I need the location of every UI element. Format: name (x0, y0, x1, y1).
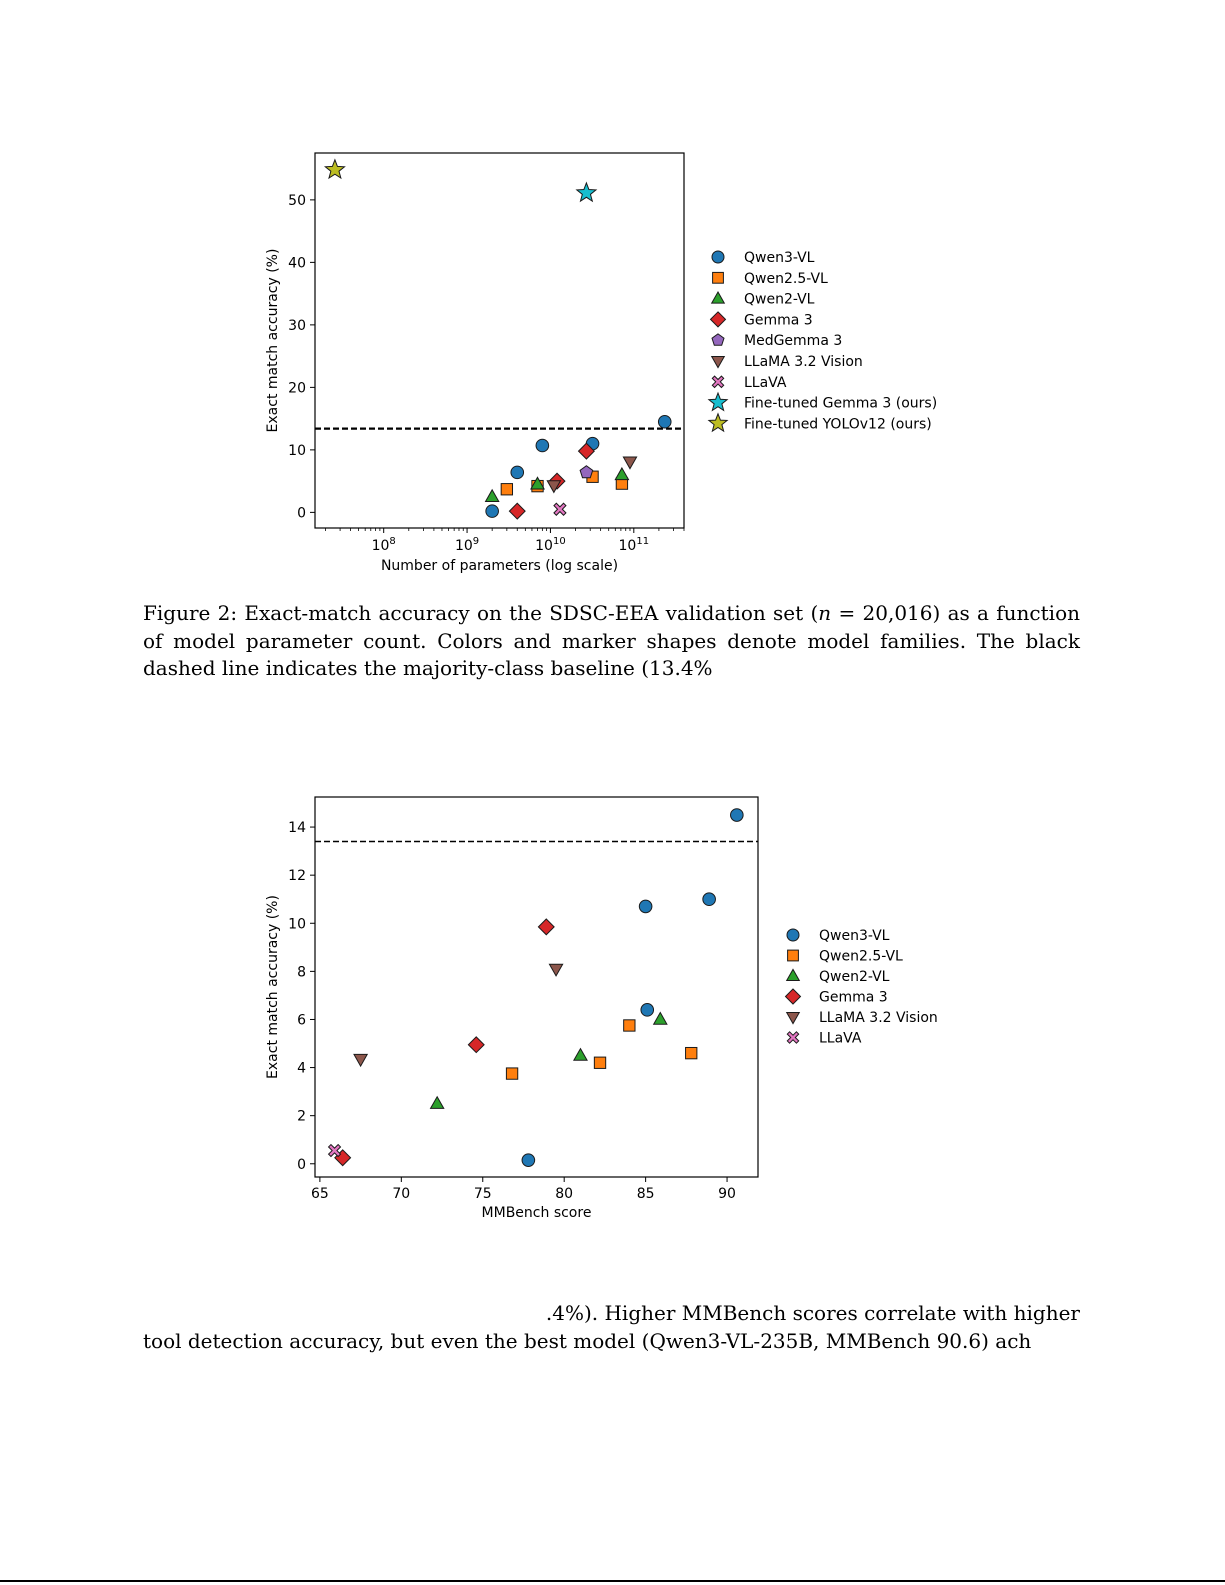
legend-entry-qwen2-vl (787, 969, 890, 985)
y-tick-label: 10 (288, 442, 306, 459)
x-tick-label: 65 (310, 1186, 329, 1202)
y-tick-label: 12 (288, 868, 306, 885)
legend-label: Qwen3-VL (819, 928, 890, 944)
data-point-qwen2-5-vl (506, 1068, 517, 1079)
legend-entry-fine-tuned-gemma-3-ours (709, 393, 937, 412)
series-qwen3-vl (486, 415, 671, 517)
legend-marker (711, 312, 726, 327)
legend-marker (787, 929, 799, 941)
legend-label: LLaVA (819, 1030, 862, 1047)
mmbench-chart (0, 780, 1225, 1240)
x-tick-label (455, 536, 479, 554)
legend-label: LLaMA 3.2 Vision (819, 1010, 938, 1026)
params-chart (0, 0, 1225, 590)
y-tick-label: 10 (288, 916, 306, 933)
data-point-fine-tuned-gemma-3-ours (577, 183, 596, 201)
data-point-qwen2-vl (574, 1049, 587, 1061)
data-point-fine-tuned-yolov12-ours (325, 160, 344, 178)
x-tick-base: 10 (535, 538, 553, 554)
data-point-qwen2-vl (615, 468, 628, 480)
legend-entry-llama-3-2-vision (787, 1010, 938, 1026)
figure-2-caption (143, 600, 1080, 683)
data-point-qwen3-vl (731, 809, 744, 822)
legend-marker (712, 292, 725, 303)
y-tick-label: 6 (297, 1012, 306, 1029)
x-tick-label: 85 (636, 1186, 655, 1202)
paragraph-line-2: tool detection accuracy, but even the best model (Qwen3-VL-235B, MMBench 90.6) ach (143, 1328, 1032, 1353)
y-tick-label: 2 (297, 1108, 306, 1125)
y-tick-label: 0 (297, 1156, 306, 1173)
x-tick-label (535, 536, 566, 554)
legend-label: Qwen2-VL (744, 291, 815, 308)
data-point-qwen2-vl (654, 1013, 667, 1025)
x-tick-exponent: 9 (472, 536, 480, 547)
data-point-gemma-3 (468, 1037, 484, 1053)
y-tick-label: 20 (288, 380, 306, 397)
data-point-llama-3-2-vision (549, 964, 562, 976)
series-qwen2-5-vl (506, 1020, 696, 1079)
legend-label: LLaMA 3.2 Vision (744, 354, 863, 370)
data-point-qwen2-vl (486, 490, 499, 502)
data-point-qwen3-vl (639, 900, 652, 913)
x-axis-label: MMBench score (481, 1205, 592, 1221)
legend-marker (713, 272, 724, 283)
x-axis-label: Number of parameters (log scale) (380, 558, 619, 574)
series-llava (329, 1145, 341, 1157)
legend-entry-qwen2-vl (712, 292, 815, 308)
data-point-qwen3-vl (641, 1004, 654, 1017)
x-tick-exponent: 11 (636, 536, 650, 547)
y-tick-label: 40 (288, 255, 306, 272)
y-tick-label: 30 (288, 317, 306, 334)
legend-entry-medgemma-3 (712, 333, 842, 349)
x-tick-label: 90 (718, 1186, 736, 1202)
legend-entry-fine-tuned-yolov12-ours (709, 414, 932, 433)
series-fine-tuned-yolov12-ours (325, 160, 344, 178)
data-point-llama-3-2-vision (623, 457, 636, 469)
caption-n-variable: n (818, 601, 832, 625)
legend-marker (788, 950, 799, 961)
data-point-qwen2-5-vl (624, 1020, 635, 1031)
legend-entry-llama-3-2-vision (712, 354, 863, 370)
data-point-qwen3-vl (511, 466, 524, 479)
data-point-qwen3-vl (522, 1154, 535, 1167)
data-point-qwen2-5-vl (594, 1057, 605, 1068)
legend-label: Fine-tuned YOLOv12 (ours) (744, 416, 932, 433)
x-tick-label (619, 536, 650, 554)
x-tick-exponent: 8 (389, 536, 396, 547)
data-point-qwen3-vl (536, 439, 549, 452)
data-point-qwen3-vl (703, 893, 716, 906)
legend-label: Qwen3-VL (744, 250, 815, 266)
data-point-qwen3-vl (658, 415, 671, 428)
series-qwen3-vl (522, 809, 743, 1167)
data-point-qwen3-vl (486, 505, 499, 518)
data-point-qwen2-5-vl (501, 484, 512, 495)
legend-label: LLaVA (744, 374, 787, 391)
legend-marker (709, 393, 727, 410)
legend-entry-qwen2-5-vl (788, 949, 903, 965)
data-point-llama-3-2-vision (354, 1054, 367, 1066)
y-tick-label: 50 (288, 192, 306, 209)
data-point-gemma-3 (538, 919, 554, 935)
x-tick-base: 10 (618, 538, 637, 554)
x-tick-label: 80 (555, 1186, 574, 1202)
legend-entry-qwen2-5-vl (713, 271, 828, 287)
x-tick-label: 70 (392, 1186, 411, 1202)
x-tick-label (372, 536, 396, 554)
legend-entry-llava (712, 375, 787, 391)
legend-entry-gemma-3 (786, 989, 888, 1006)
legend-label: Qwen2-VL (819, 969, 890, 985)
y-tick-label: 8 (297, 964, 306, 981)
caption-text: Figure 2: Exact-match accuracy on the SDSC-EEA validation set ( (143, 601, 819, 625)
y-axis-label: Exact match accuracy (%) (265, 248, 281, 433)
legend-label: Qwen2.5-VL (819, 948, 903, 965)
series-llava (554, 503, 566, 515)
paragraph-line-1: .4%). Higher MMBench scores correlate with higher (545, 1301, 1080, 1325)
axes-frame (315, 797, 758, 1177)
legend-marker (787, 1032, 798, 1043)
legend-marker (787, 1013, 800, 1024)
legend-entry-qwen3-vl (787, 928, 890, 944)
data-point-medgemma-3 (580, 466, 593, 478)
series-medgemma-3 (580, 466, 593, 478)
x-tick-label: 75 (473, 1186, 492, 1202)
body-paragraph (143, 1300, 1080, 1355)
legend-label: Fine-tuned Gemma 3 (ours) (744, 395, 938, 412)
series-gemma-3 (335, 919, 554, 1166)
legend-label: MedGemma 3 (744, 333, 843, 350)
legend-marker (712, 376, 723, 387)
data-point-llava (554, 503, 566, 515)
data-point-qwen2-5-vl (686, 1047, 697, 1058)
legend-marker (787, 969, 800, 980)
legend-label: Qwen2.5-VL (744, 270, 828, 287)
legend-entry-gemma-3 (711, 312, 813, 329)
legend-entry-qwen3-vl (712, 250, 815, 266)
y-tick-label: 14 (288, 820, 306, 837)
data-point-gemma-3 (509, 503, 525, 519)
caption-text-2: = 20,016) as a function of model parameter count. Colors and marker shapes denote model families. The black dashed line indicates the majority-class baseline (13.4% (143, 601, 1080, 680)
series-llama-3-2-vision (354, 964, 563, 1066)
legend-marker (712, 251, 724, 263)
y-axis-label: Exact match accuracy (%) (265, 895, 281, 1079)
legend-entry-llava (787, 1031, 862, 1047)
y-tick-label: 0 (297, 505, 306, 522)
axes-frame (315, 153, 684, 528)
series-fine-tuned-gemma-3-ours (577, 183, 596, 201)
y-tick-label: 4 (297, 1060, 306, 1077)
x-tick-exponent: 10 (552, 536, 566, 547)
x-tick-base: 10 (454, 538, 473, 554)
data-point-llava (329, 1145, 341, 1157)
legend-marker (709, 414, 727, 431)
page-bottom-rule (0, 1580, 1225, 1582)
data-point-qwen2-vl (431, 1097, 444, 1109)
legend-label: Gemma 3 (819, 989, 888, 1006)
x-tick-base: 10 (371, 538, 390, 554)
legend-marker (712, 334, 724, 345)
legend-marker (786, 989, 801, 1004)
legend-marker (712, 357, 725, 368)
legend-label: Gemma 3 (744, 312, 813, 329)
